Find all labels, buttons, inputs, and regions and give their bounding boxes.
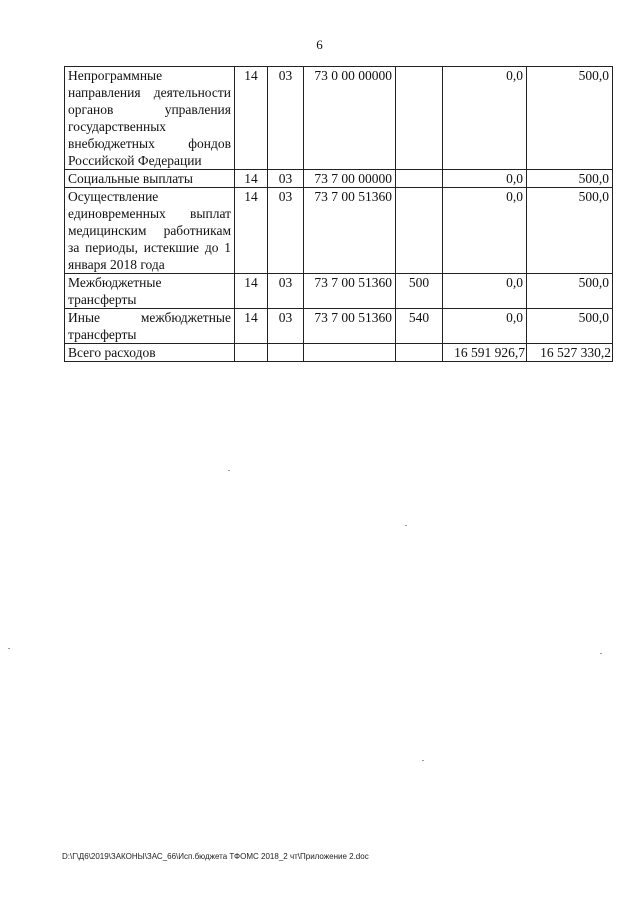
table-row <box>65 67 613 170</box>
amount-cell: 0,0 <box>443 188 527 274</box>
target-article-cell: 73 7 00 00000 <box>304 170 396 188</box>
amount-cell: 0,0 <box>443 274 527 309</box>
amount-cell: 0,0 <box>443 309 527 344</box>
file-path-footer: D:\Г\Д6\2019\ЗАКОНЫ\ЗАС_66\Исп.бюджета ТФОМС 2018_2 чт\Приложение 2.doc <box>62 852 369 861</box>
table-row <box>65 309 613 344</box>
subsection-code-cell: 03 <box>268 309 304 344</box>
total-label-cell: Всего расходов <box>65 344 235 362</box>
scan-speck <box>8 648 10 649</box>
target-article-cell: 73 7 00 51360 <box>304 274 396 309</box>
empty-cell <box>235 344 268 362</box>
scan-speck <box>422 760 424 761</box>
amount-cell: 500,0 <box>527 67 613 170</box>
empty-cell <box>268 344 304 362</box>
table-row <box>65 170 613 188</box>
total-amount-cell: 16 527 330,2 <box>527 344 613 362</box>
expense-type-cell: 540 <box>396 309 443 344</box>
scan-speck <box>228 470 230 471</box>
target-article-cell: 73 7 00 51360 <box>304 309 396 344</box>
table-row <box>65 274 613 309</box>
expense-type-cell: 500 <box>396 274 443 309</box>
budget-table <box>64 66 613 362</box>
scan-speck <box>405 525 407 526</box>
scan-speck <box>600 653 602 654</box>
page-number: 6 <box>316 37 323 52</box>
amount-cell: 500,0 <box>527 309 613 344</box>
row-name-cell: Межбюджетные трансферты <box>65 274 235 309</box>
empty-cell <box>304 344 396 362</box>
row-name-cell: Непрограммные направления деятельности органов управления государственных внебюджетных фондов Российской Федерации <box>65 67 235 170</box>
row-name-cell: Социальные выплаты <box>65 170 235 188</box>
subsection-code-cell: 03 <box>268 188 304 274</box>
section-code-cell: 14 <box>235 188 268 274</box>
total-row <box>65 344 613 362</box>
section-code-cell: 14 <box>235 309 268 344</box>
amount-cell: 0,0 <box>443 170 527 188</box>
total-amount-cell: 16 591 926,7 <box>443 344 527 362</box>
section-code-cell: 14 <box>235 170 268 188</box>
table-row <box>65 188 613 274</box>
amount-cell: 0,0 <box>443 67 527 170</box>
expense-type-cell <box>396 170 443 188</box>
amount-cell: 500,0 <box>527 274 613 309</box>
expense-type-cell <box>396 188 443 274</box>
expense-type-cell <box>396 67 443 170</box>
empty-cell <box>396 344 443 362</box>
section-code-cell: 14 <box>235 67 268 170</box>
amount-cell: 500,0 <box>527 188 613 274</box>
target-article-cell: 73 7 00 51360 <box>304 188 396 274</box>
row-name-cell: Иные межбюджетные трансферты <box>65 309 235 344</box>
subsection-code-cell: 03 <box>268 170 304 188</box>
row-name-cell: Осуществление единовременных выплат медицинским работникам за периоды, истекшие до 1 января 2018 года <box>65 188 235 274</box>
subsection-code-cell: 03 <box>268 274 304 309</box>
amount-cell: 500,0 <box>527 170 613 188</box>
target-article-cell: 73 0 00 00000 <box>304 67 396 170</box>
section-code-cell: 14 <box>235 274 268 309</box>
subsection-code-cell: 03 <box>268 67 304 170</box>
